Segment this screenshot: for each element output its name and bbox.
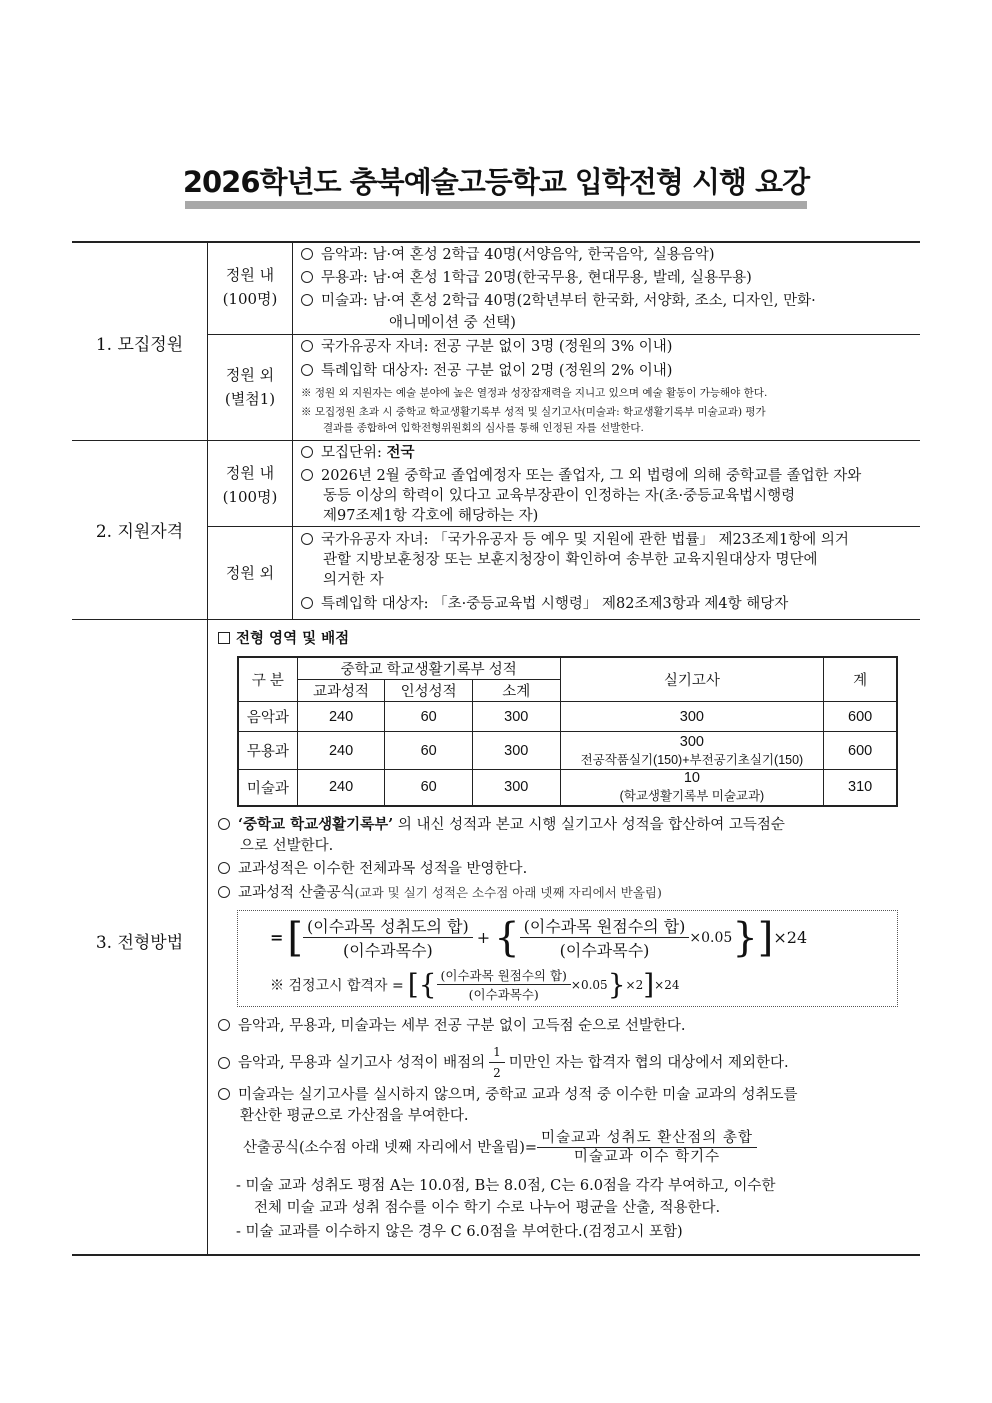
paragraph-continued: 으로 선발한다. bbox=[240, 838, 334, 854]
list-item: 음악과: 남·여 혼성 2학급 40명(서양음악, 한국음악, 실용음악) bbox=[301, 245, 715, 265]
paragraph: 음악과, 무용과 실기고사 성적이 배점의 $\frac{1}{2}$ 미만인 자는 합격자 협의 대상에서 제외한다. bbox=[218, 1042, 789, 1083]
table-cell: 300 bbox=[472, 702, 560, 732]
recruit-inside-label: 정원 내 (100명) bbox=[222, 266, 278, 308]
sub-row-divider bbox=[207, 334, 920, 335]
table-row bbox=[238, 702, 897, 732]
footnote: ※ 정원 외 지원자는 예술 분야에 높은 열정과 성장잠재력을 지니고 있으며 예술 활동이 가능해야 한다. bbox=[301, 387, 768, 399]
table-header: 계 bbox=[824, 657, 897, 702]
detail-item: - 미술 교과 성취도 평점 A는 10.0점, B는 8.0점, C는 6.0점을 각각 부여하고, 이수한 bbox=[236, 1178, 776, 1194]
circle-bullet-icon bbox=[301, 364, 313, 376]
sub-row-divider bbox=[207, 526, 920, 527]
list-item: 무용과: 남·여 혼성 1학급 20명(한국무용, 현대무용, 발레, 실용무용) bbox=[301, 268, 752, 288]
table-cell: 60 bbox=[385, 732, 473, 770]
table-header: 중학교 학교생활기록부 성적 bbox=[297, 657, 560, 680]
row-divider bbox=[72, 440, 920, 441]
grade-formula: = [ $\frac{\text{(이수과목 성취도의 합)}}{\text{(이수과목수)}}$ + { $\frac{\text{(이수과목 원점수의 합)}}{\text{(이수과목수)}}$ ×0.05 } ] ×24 bbox=[270, 914, 808, 961]
table-cell: 240 bbox=[297, 732, 385, 770]
paragraph: ‘중학교 학교생활기록부’ 의 내신 성적과 본교 시행 실기고사 성적을 합산하여 고득점순 bbox=[218, 815, 785, 835]
score-table bbox=[237, 656, 898, 807]
table-cell: 240 bbox=[297, 770, 385, 806]
list-item-continued: 관할 지방보훈청장 또는 보훈지청장이 확인하여 송부한 교육지원대상자 명단에 bbox=[323, 552, 818, 568]
paragraph: 음악과, 무용과, 미술과는 세부 전공 구분 없이 고득점 순으로 선발한다. bbox=[218, 1016, 686, 1036]
list-item: 모집단위: 전국 bbox=[301, 443, 415, 463]
circle-bullet-icon bbox=[301, 248, 313, 260]
list-item-continued: 애니메이션 중 선택) bbox=[389, 315, 516, 331]
section-heading: 전형 영역 및 배점 bbox=[218, 629, 349, 649]
table-row bbox=[238, 732, 897, 770]
table-cell: 무용과 bbox=[238, 732, 297, 770]
circle-bullet-icon bbox=[301, 294, 313, 306]
footnote: ※ 모집정원 초과 시 중학교 학교생활기록부 성적 및 실기고사(미술과: 학교생활기록부 미술교과) 평가 bbox=[301, 406, 766, 418]
table-cell: 10 (학교생활기록부 미술교과) bbox=[560, 770, 824, 806]
paragraph: 교과성적은 이수한 전체과목 성적을 반영한다. bbox=[218, 859, 527, 879]
list-item: 특례입학 대상자: 「초·중등교육법 시행령」 제82조제3항과 제4항 해당자 bbox=[301, 594, 788, 614]
circle-bullet-icon bbox=[301, 469, 313, 481]
paragraph: 미술과는 실기고사를 실시하지 않으며, 중학교 교과 성적 중 이수한 미술 교과의 성취도를 bbox=[218, 1085, 798, 1105]
ged-formula: ※ 검정고시 합격자 = [ { $\frac{\text{(이수과목 원점수의 합)}}{\text{(이수과목수)}}$ ×0.05 } ×2 ] ×24 bbox=[270, 967, 680, 1002]
page-title: 2026학년도 충북예술고등학교 입학전형 시행 요강 bbox=[182, 165, 810, 199]
right-brace-icon: } bbox=[607, 967, 626, 1001]
recruit-outside-label: 정원 외 (별첨1) bbox=[224, 366, 276, 408]
table-cell: 300 전공작품실기(150)+부전공기초실기(150) bbox=[560, 732, 824, 770]
table-cell: 300 bbox=[560, 702, 824, 732]
table-header: 구 분 bbox=[238, 657, 297, 702]
fraction: $\frac{\text{(이수과목 성취도의 합)}}{\text{(이수과목수)}}$ bbox=[303, 914, 473, 961]
right-bracket-icon: ] bbox=[643, 967, 655, 1001]
right-brace-icon: } bbox=[732, 914, 758, 961]
left-bracket-icon: [ bbox=[407, 967, 419, 1001]
left-brace-icon: { bbox=[494, 914, 520, 961]
circle-bullet-icon bbox=[218, 886, 230, 898]
list-item: 국가유공자 자녀: 전공 구분 없이 3명 (정원의 3% 이내) bbox=[301, 337, 672, 357]
table-header: 인성성적 bbox=[385, 680, 473, 702]
table-cell: 미술과 bbox=[238, 770, 297, 806]
table-header: 소계 bbox=[472, 680, 560, 702]
circle-bullet-icon bbox=[301, 340, 313, 352]
circle-bullet-icon bbox=[301, 533, 313, 545]
detail-item: - 미술 교과를 이수하지 않은 경우 C 6.0점을 부여한다.(검정고시 포함) bbox=[236, 1224, 683, 1240]
art-formula: 산출공식(소수점 아래 넷째 자리에서 반올림)= $\frac{\text{미술교과 성취도 환산점의 총합}}{\text{미술교과 이수 학기수}}$ bbox=[243, 1129, 757, 1166]
title-underline bbox=[185, 201, 807, 209]
list-item-continued: 의거한 자 bbox=[323, 572, 384, 588]
list-item: 2026년 2월 중학교 졸업예정자 또는 졸업자, 그 외 법령에 의해 중학교를 졸업한 자와 bbox=[301, 466, 861, 486]
table-cell: 60 bbox=[385, 702, 473, 732]
section-method-label: 3. 전형방법 bbox=[95, 933, 184, 953]
list-item: 미술과: 남·여 혼성 2학급 40명(2학년부터 한국화, 서양화, 조소, 디자인, 만화· bbox=[301, 291, 816, 311]
list-item-continued: 제97조제1항 각호에 해당하는 자) bbox=[323, 508, 539, 524]
table-cell: 음악과 bbox=[238, 702, 297, 732]
table-cell: 600 bbox=[824, 702, 897, 732]
circle-bullet-icon bbox=[301, 446, 313, 458]
fraction: $\frac{\text{미술교과 성취도 환산점의 총합}}{\text{미술교과 이수 학기수}}$ bbox=[537, 1129, 757, 1166]
paragraph: 교과성적 산출공식(교과 및 실기 성적은 소수점 아래 넷째 자리에서 반올림) bbox=[218, 883, 662, 903]
table-cell: 60 bbox=[385, 770, 473, 806]
paragraph-continued: 환산한 평균으로 가산점을 부여한다. bbox=[240, 1108, 469, 1124]
table-cell: 300 bbox=[472, 732, 560, 770]
detail-item-continued: 전체 미술 교과 성취 점수를 이수 학기 수로 나누어 평균을 산출, 적용한다. bbox=[254, 1200, 721, 1216]
table-cell: 600 bbox=[824, 732, 897, 770]
list-item: 국가유공자 자녀: 「국가유공자 등 예우 및 지원에 관한 법률」 제23조제1항에 의거 bbox=[301, 530, 849, 550]
circle-bullet-icon bbox=[218, 1057, 230, 1069]
table-cell: 240 bbox=[297, 702, 385, 732]
sub-column-divider bbox=[292, 243, 293, 620]
table-cell: 300 bbox=[472, 770, 560, 806]
circle-bullet-icon bbox=[218, 862, 230, 874]
table-header: 교과성적 bbox=[297, 680, 385, 702]
list-item-continued: 동등 이상의 학력이 있다고 교육부장관이 인정하는 자(초·중등교육법시행령 bbox=[323, 488, 796, 504]
circle-bullet-icon bbox=[218, 1019, 230, 1031]
section-qualify-label: 2. 지원자격 bbox=[95, 522, 184, 542]
circle-bullet-icon bbox=[218, 1088, 230, 1100]
left-brace-icon: { bbox=[418, 967, 437, 1001]
qualify-outside-label: 정원 외 bbox=[225, 564, 275, 582]
table-row bbox=[238, 770, 897, 806]
circle-bullet-icon bbox=[301, 597, 313, 609]
circle-bullet-icon bbox=[301, 271, 313, 283]
circle-bullet-icon bbox=[218, 818, 230, 830]
section-recruit-label: 1. 모집정원 bbox=[95, 335, 184, 355]
row-divider bbox=[72, 619, 920, 620]
square-bullet-icon bbox=[218, 632, 230, 644]
left-bracket-icon: [ bbox=[287, 914, 304, 961]
right-bracket-icon: ] bbox=[757, 914, 774, 961]
qualify-inside-label: 정원 내 (100명) bbox=[222, 464, 278, 506]
footnote-continued: 결과를 종합하여 입학전형위원회의 심사를 통해 인정된 자를 선발한다. bbox=[323, 422, 644, 434]
fraction: $\frac{\text{(이수과목 원점수의 합)}}{\text{(이수과목수)}}$ bbox=[437, 966, 571, 1003]
fraction: $\frac{\text{(이수과목 원점수의 합)}}{\text{(이수과목수)}}$ bbox=[520, 914, 690, 961]
table-header: 실기고사 bbox=[560, 657, 824, 702]
fraction: $\frac{1}{2}$ bbox=[489, 1042, 505, 1083]
table-cell: 310 bbox=[824, 770, 897, 806]
list-item: 특례입학 대상자: 전공 구분 없이 2명 (정원의 2% 이내) bbox=[301, 361, 672, 381]
